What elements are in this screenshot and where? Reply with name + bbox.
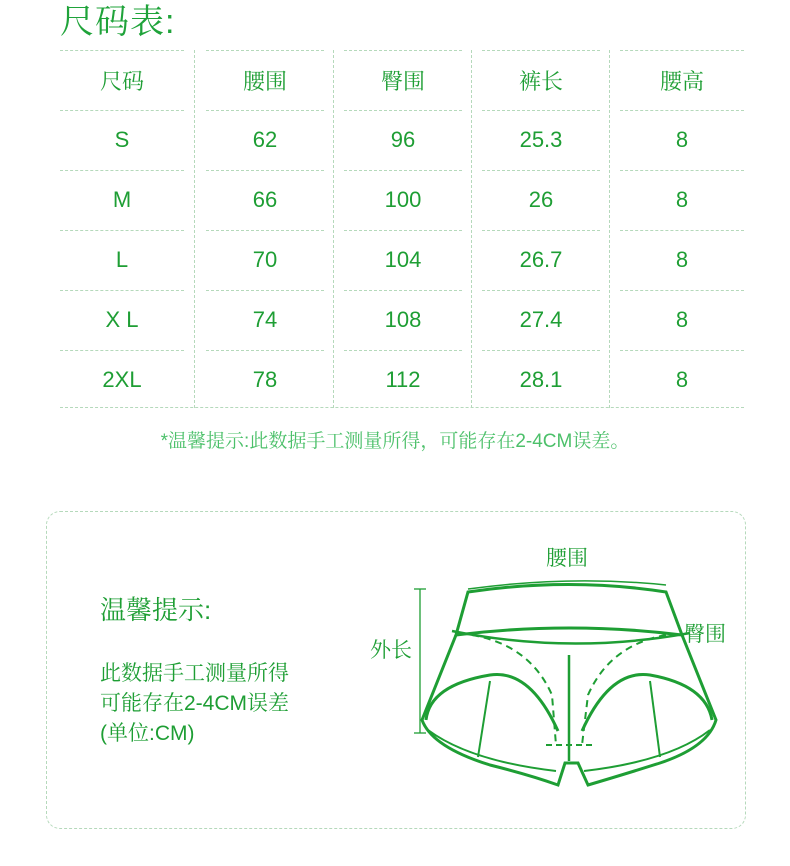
cell-waist: 62 — [252, 127, 278, 152]
cell-length: 26.7 — [519, 247, 563, 272]
tips-title: 温馨提示: — [100, 595, 212, 625]
header-waist: 腰围 — [242, 68, 287, 94]
length-label: 外长 — [370, 639, 412, 662]
waist-label: 腰围 — [546, 547, 588, 570]
header-hip: 臀围 — [380, 68, 425, 94]
cell-hip: 100 — [384, 187, 422, 212]
cell-length: 26 — [528, 187, 554, 212]
table-row — [60, 230, 744, 290]
cell-size: L — [115, 247, 129, 272]
cell-waist: 78 — [252, 367, 278, 392]
page-title: 尺码表: — [60, 3, 176, 41]
table-row — [60, 110, 744, 170]
size-table — [60, 50, 744, 408]
tips-line-2: 可能存在2-4CM误差 — [100, 692, 290, 715]
header-length: 裤长 — [518, 68, 563, 94]
cell-length: 25.3 — [519, 127, 563, 152]
cell-hip: 108 — [384, 307, 422, 332]
table-row — [60, 350, 744, 410]
cell-size: M — [112, 187, 132, 212]
tips-line-1: 此数据手工测量所得 — [100, 662, 289, 685]
hip-label: 臀围 — [684, 623, 726, 646]
table-row — [60, 290, 744, 350]
measurement-note: *温馨提示:此数据手工测量所得，可能存在2-4CM误差。 — [160, 431, 630, 452]
cell-waist-height: 8 — [675, 247, 689, 272]
waistband — [456, 585, 682, 636]
cell-waist-height: 8 — [675, 187, 689, 212]
cell-waist-height: 8 — [675, 367, 689, 392]
cell-waist: 66 — [252, 187, 278, 212]
cell-waist-height: 8 — [675, 127, 689, 152]
cell-waist: 74 — [252, 307, 278, 332]
cell-length: 27.4 — [519, 307, 563, 332]
cell-size: 2XL — [102, 367, 142, 392]
table-header-row — [60, 50, 744, 110]
header-size: 尺码 — [99, 68, 144, 94]
cell-hip: 96 — [390, 127, 416, 152]
header-waist-height: 腰高 — [659, 68, 704, 94]
cell-hip: 112 — [385, 367, 421, 392]
cell-size: S — [114, 127, 130, 152]
tips-line-3: (单位:CM) — [100, 722, 195, 745]
shorts-diagram — [360, 535, 740, 805]
cell-hip: 104 — [384, 247, 422, 272]
table-row — [60, 170, 744, 230]
cell-size: X L — [105, 307, 139, 332]
cell-waist-height: 8 — [675, 307, 689, 332]
cell-waist: 70 — [252, 247, 278, 272]
cell-length: 28.1 — [519, 367, 563, 392]
